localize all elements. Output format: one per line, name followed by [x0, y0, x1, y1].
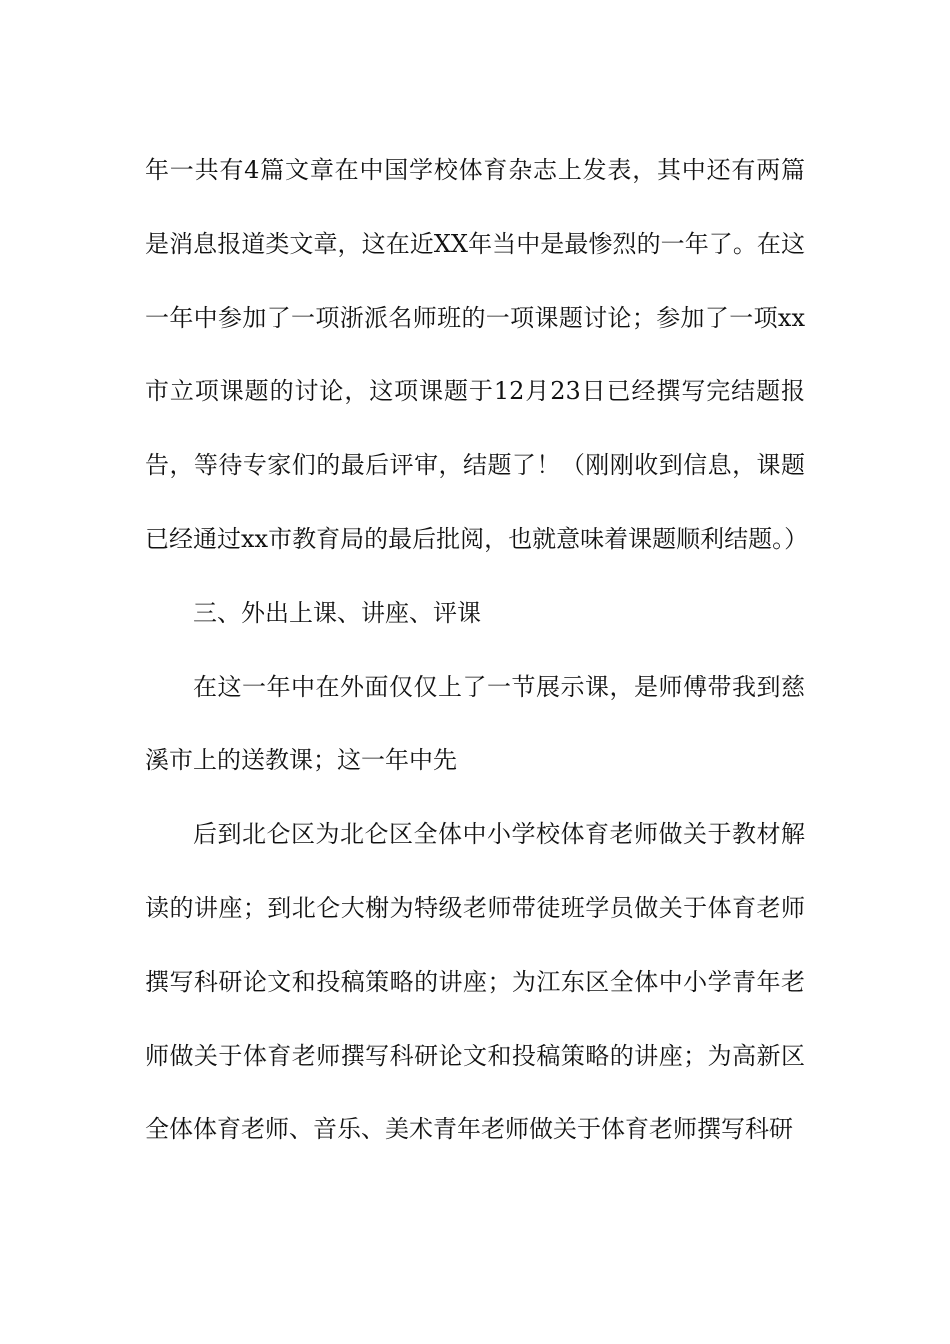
document-body	[145, 134, 809, 1167]
paragraph-demo-class: 在这一年中在外面仅仅上了一节展示课，是师傅带我到慈溪市上的送教课；这一年中先	[145, 672, 805, 775]
section-heading-outreach: 三、外出上课、讲座、评课	[193, 598, 481, 627]
paragraph-lectures: 后到北仑区为北仑区全体中小学校体育老师做关于教材解读的讲座；到北仑大榭为特级老师带徒班学员做关于体育老师撰写科研论文和投稿策略的讲座；为江东区全体中小学青年老师做关于体育老师撰写科研论文和投稿策略的讲座；为高新区全体体育老师、音乐、美术青年老师做关于体育老师撰写科研	[145, 820, 805, 1144]
paragraph-research-summary: 年一共有4篇文章在中国学校体育杂志上发表，其中还有两篇是消息报道类文章，这在近XX年当中是最惨烈的一年了。在这一年中参加了一项浙派名师班的一项课题讨论；参加了一项xx市立项课题的讨论，这项课题于12月23日已经撰写完结题报告，等待专家们的最后评审，结题了！（刚刚收到信息，课题已经通过xx市教育局的最后批阅，也就意味着课题顺利结题。）	[145, 156, 809, 553]
